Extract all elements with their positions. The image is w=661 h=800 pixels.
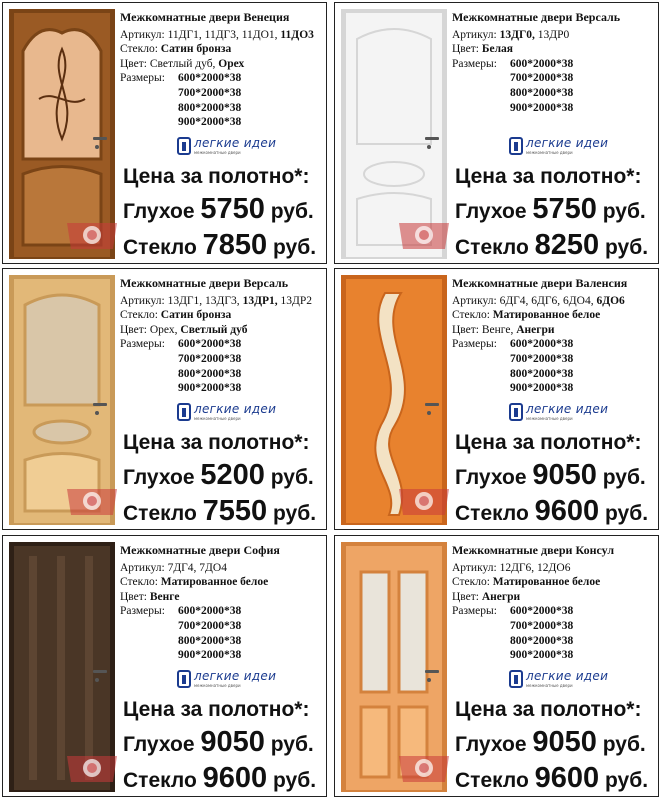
article-line — [452, 294, 657, 309]
price-header: Цена за полотно*: — [455, 165, 642, 188]
currency: руб. — [602, 466, 646, 489]
size-value: 900*2000*38 — [510, 649, 574, 662]
sizes-block — [452, 57, 657, 115]
color-line — [120, 57, 325, 72]
article-line — [452, 28, 657, 43]
door-card-venezia — [2, 2, 327, 264]
glass-value-bold: Матированное белое — [160, 576, 269, 589]
brand-logo — [177, 137, 276, 155]
door-title: Межкомнатные двери Версаль — [120, 276, 289, 290]
price-solid — [455, 459, 646, 492]
price-glass-value: 7850 — [202, 229, 268, 261]
color-value-bold: Анегри — [481, 590, 521, 603]
door-specs — [452, 276, 657, 396]
price-solid-label: Глухое — [123, 200, 195, 223]
door-logo-icon — [509, 670, 523, 688]
price-glass-label: Стекло — [123, 769, 197, 792]
sizes-label: Размеры: — [120, 605, 165, 618]
logo-name: легкие идеи — [194, 402, 277, 416]
article-value-bold: 11ДО3 — [280, 28, 314, 41]
door-title: Межкомнатные двери Версаль — [452, 10, 621, 24]
sizes-label: Размеры: — [120, 338, 165, 351]
brand-stamp-icon — [65, 213, 119, 253]
currency: руб. — [270, 466, 314, 489]
price-solid — [455, 193, 646, 226]
article-line — [452, 561, 657, 576]
size-value: 600*2000*38 — [178, 72, 242, 85]
size-value: 700*2000*38 — [510, 619, 574, 632]
sizes-list — [510, 337, 573, 395]
door-title: Межкомнатные двери Консул — [452, 543, 615, 557]
color-line — [452, 323, 657, 338]
color-value-bold: Венге — [149, 590, 180, 603]
price-header: Цена за полотно*: — [123, 431, 310, 454]
door-logo-icon — [177, 670, 191, 688]
price-glass-label: Стекло — [455, 236, 529, 259]
door-specs — [452, 543, 657, 663]
currency: руб. — [602, 733, 646, 756]
size-value: 600*2000*38 — [178, 605, 242, 618]
color-line — [452, 42, 657, 57]
size-value: 600*2000*38 — [510, 605, 574, 618]
article-label: Артикул: — [120, 561, 165, 574]
logo-text — [526, 137, 608, 155]
sizes-label: Размеры: — [120, 72, 165, 85]
color-line — [452, 590, 657, 605]
color-label: Цвет: — [452, 43, 479, 56]
price-header: Цена за полотно*: — [123, 698, 310, 721]
article-value-bold: 13ДГ0, — [499, 28, 535, 41]
sizes-list — [178, 604, 241, 662]
article-value-bold: 6ДО6 — [596, 294, 625, 307]
price-glass — [455, 762, 648, 795]
price-glass-label: Стекло — [455, 502, 529, 525]
price-glass-value: 8250 — [534, 229, 600, 261]
logo-tagline: межкомнатные двери — [194, 150, 241, 155]
logo-text — [194, 670, 276, 688]
door-card-valencia — [334, 268, 659, 530]
price-solid-value: 9050 — [532, 726, 597, 758]
sizes-label: Размеры: — [452, 338, 497, 351]
door-card-konsul — [334, 535, 659, 797]
currency: руб. — [602, 200, 646, 223]
price-glass — [455, 229, 648, 262]
glass-label: Стекло: — [120, 576, 158, 589]
color-line — [120, 590, 325, 605]
brand-logo — [509, 137, 608, 155]
size-value: 800*2000*38 — [178, 101, 242, 114]
logo-name: легкие идеи — [526, 402, 609, 416]
sizes-block — [120, 71, 325, 129]
price-header: Цена за полотно*: — [455, 698, 642, 721]
door-title: Межкомнатные двери Венеция — [120, 10, 290, 24]
door-logo-icon — [177, 403, 191, 421]
price-solid — [123, 726, 314, 759]
brand-logo — [509, 403, 608, 421]
door-logo-icon — [177, 137, 191, 155]
article-value: 13ДГ1, 13ДГ3, — [167, 294, 240, 307]
size-value: 700*2000*38 — [178, 352, 242, 365]
logo-name: легкие идеи — [526, 136, 609, 150]
size-value: 900*2000*38 — [178, 649, 242, 662]
color-label: Цвет: — [120, 57, 147, 70]
logo-name: легкие идеи — [194, 669, 277, 683]
price-solid-label: Глухое — [455, 466, 527, 489]
glass-value-bold: Сатин бронза — [160, 43, 232, 56]
glass-label: Стекло: — [120, 309, 158, 322]
size-value: 600*2000*38 — [510, 338, 574, 351]
article-value: 6ДГ4, 6ДГ6, 6ДО4, — [499, 294, 594, 307]
price-solid-label: Глухое — [123, 466, 195, 489]
door-title: Межкомнатные двери Валенсия — [452, 276, 628, 290]
brand-logo — [177, 403, 276, 421]
size-value: 900*2000*38 — [178, 382, 242, 395]
glass-line — [452, 575, 657, 590]
color-value-bold: Орех — [218, 57, 245, 70]
currency: руб. — [273, 502, 317, 525]
door-card-versal-white — [334, 2, 659, 264]
price-solid-label: Глухое — [123, 733, 195, 756]
article-label: Артикул: — [452, 28, 497, 41]
color-value: Светлый дуб, — [149, 57, 216, 70]
price-glass-label: Стекло — [455, 769, 529, 792]
glass-value-bold: Матированное белое — [492, 309, 601, 322]
price-glass — [123, 762, 316, 795]
glass-line — [120, 308, 325, 323]
color-value-bold: Анегри — [516, 323, 555, 336]
glass-line — [120, 42, 325, 57]
logo-tagline: межкомнатные двери — [526, 683, 573, 688]
size-value: 900*2000*38 — [510, 382, 574, 395]
price-solid — [123, 459, 314, 492]
size-value: 600*2000*38 — [510, 57, 574, 70]
size-value: 700*2000*38 — [510, 72, 574, 85]
logo-text — [194, 137, 276, 155]
color-value-bold: Светлый дуб — [180, 323, 248, 336]
price-glass-value: 9600 — [202, 762, 268, 794]
currency: руб. — [273, 236, 317, 259]
glass-label: Стекло: — [452, 576, 490, 589]
size-value: 800*2000*38 — [510, 86, 574, 99]
price-solid-value: 5750 — [532, 193, 597, 225]
size-value: 800*2000*38 — [178, 367, 242, 380]
door-card-sofia — [2, 535, 327, 797]
logo-name: легкие идеи — [526, 669, 609, 683]
door-specs — [120, 10, 325, 130]
currency: руб. — [605, 502, 649, 525]
article-line — [120, 561, 325, 576]
logo-text — [526, 670, 608, 688]
logo-tagline: межкомнатные двери — [526, 416, 573, 421]
price-solid-label: Глухое — [455, 733, 527, 756]
article-label: Артикул: — [452, 294, 497, 307]
price-glass-value: 9600 — [534, 762, 600, 794]
brand-logo — [177, 670, 276, 688]
door-logo-icon — [509, 137, 523, 155]
color-label: Цвет: — [120, 323, 147, 336]
article-label: Артикул: — [452, 561, 497, 574]
price-glass — [455, 495, 648, 528]
door-specs — [452, 10, 657, 115]
glass-label: Стекло: — [452, 309, 490, 322]
currency: руб. — [605, 236, 649, 259]
color-value-bold: Белая — [481, 43, 514, 56]
price-glass — [123, 229, 316, 262]
price-solid-value: 5750 — [200, 193, 265, 225]
article-value-bold: 13ДР1, — [242, 294, 278, 307]
logo-text — [194, 403, 276, 421]
glass-value-bold: Матированное белое — [492, 576, 601, 589]
color-label: Цвет: — [452, 590, 479, 603]
size-value: 800*2000*38 — [510, 634, 574, 647]
door-specs — [120, 276, 325, 396]
article-label: Артикул: — [120, 28, 165, 41]
color-label: Цвет: — [120, 590, 147, 603]
price-header: Цена за полотно*: — [455, 431, 642, 454]
sizes-list — [178, 71, 241, 129]
sizes-block — [120, 337, 325, 395]
size-value: 800*2000*38 — [178, 634, 242, 647]
sizes-list — [510, 57, 573, 115]
glass-value-bold: Сатин бронза — [160, 309, 232, 322]
color-line — [120, 323, 325, 338]
logo-text — [526, 403, 608, 421]
article-label: Артикул: — [120, 294, 165, 307]
article-line — [120, 294, 325, 309]
size-value: 700*2000*38 — [178, 86, 242, 99]
price-solid — [455, 726, 646, 759]
price-glass-label: Стекло — [123, 502, 197, 525]
door-specs — [120, 543, 325, 663]
logo-tagline: межкомнатные двери — [194, 683, 241, 688]
article-value: 7ДГ4, 7ДО4 — [167, 561, 227, 574]
price-solid-value: 9050 — [532, 459, 597, 491]
glass-line — [452, 308, 657, 323]
sizes-block — [452, 604, 657, 662]
color-value: Венге, — [481, 323, 514, 336]
price-glass-value: 9600 — [534, 495, 600, 527]
logo-name: легкие идеи — [194, 136, 277, 150]
brand-stamp-icon — [65, 479, 119, 519]
glass-label: Стекло: — [120, 43, 158, 56]
door-card-versal-oak — [2, 268, 327, 530]
color-label: Цвет: — [452, 323, 479, 336]
currency: руб. — [273, 769, 317, 792]
color-value: Орех, — [149, 323, 178, 336]
currency: руб. — [605, 769, 649, 792]
currency: руб. — [270, 733, 314, 756]
brand-stamp-icon — [397, 213, 451, 253]
glass-line — [120, 575, 325, 590]
article-value-2: 13ДР2 — [280, 294, 312, 307]
sizes-list — [510, 604, 573, 662]
size-value: 900*2000*38 — [178, 116, 242, 129]
article-line — [120, 28, 325, 43]
brand-stamp-icon — [397, 746, 451, 786]
size-value: 800*2000*38 — [510, 367, 574, 380]
currency: руб. — [270, 200, 314, 223]
sizes-block — [452, 337, 657, 395]
size-value: 600*2000*38 — [178, 338, 242, 351]
price-solid-label: Глухое — [455, 200, 527, 223]
brand-stamp-icon — [65, 746, 119, 786]
brand-logo — [509, 670, 608, 688]
door-logo-icon — [509, 403, 523, 421]
logo-tagline: межкомнатные двери — [194, 416, 241, 421]
article-value-2: 13ДР0 — [537, 28, 570, 41]
sizes-label: Размеры: — [452, 605, 497, 618]
price-solid-value: 5200 — [200, 459, 265, 491]
sizes-label: Размеры: — [452, 57, 497, 70]
article-value: 11ДГ1, 11ДГ3, 11ДО1, — [167, 28, 278, 41]
price-header: Цена за полотно*: — [123, 165, 310, 188]
price-glass-label: Стекло — [123, 236, 197, 259]
size-value: 700*2000*38 — [510, 352, 574, 365]
price-solid — [123, 193, 314, 226]
size-value: 900*2000*38 — [510, 101, 574, 114]
size-value: 700*2000*38 — [178, 619, 242, 632]
article-value: 12ДГ6, 12ДО6 — [499, 561, 571, 574]
logo-tagline: межкомнатные двери — [526, 150, 573, 155]
price-glass-value: 7550 — [202, 495, 268, 527]
brand-stamp-icon — [397, 479, 451, 519]
price-glass — [123, 495, 316, 528]
sizes-block — [120, 604, 325, 662]
price-solid-value: 9050 — [200, 726, 265, 758]
door-title: Межкомнатные двери София — [120, 543, 280, 557]
sizes-list — [178, 337, 241, 395]
